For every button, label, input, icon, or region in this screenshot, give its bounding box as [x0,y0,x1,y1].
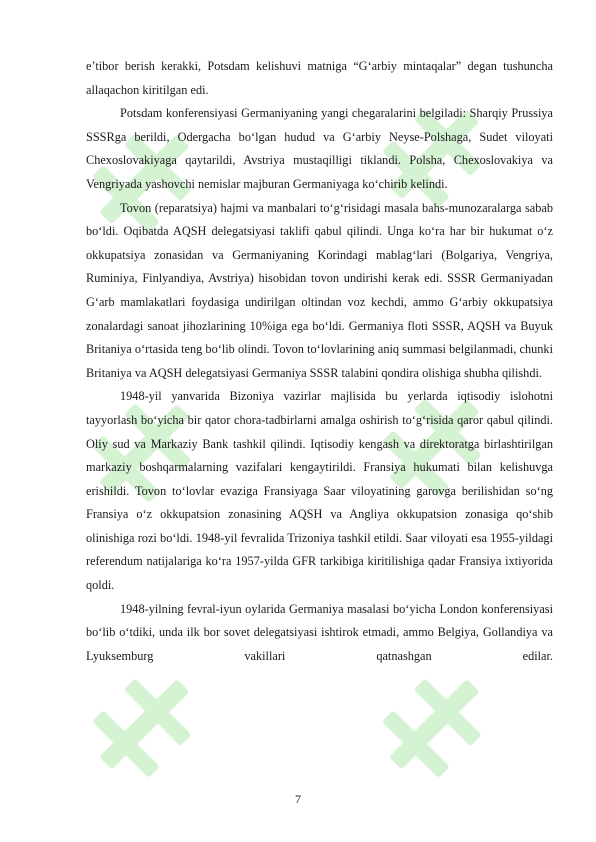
page-number: 7 [295,792,301,806]
paragraph: 1948-yil yanvarida Bizoniya vazirlar majlisida bu yerlarda iqtisodiy islohotni tayyorlash bo‘yicha bir qator chora-tadbirlarni amalga oshirish to‘g‘risida qaror qabul qilindi. Oliy sud va Markaziy Bank tashkil qilindi. Iqtisodiy kengash va direktoratga birlashtirilgan markaziy boshqarmalarning vazifalari kengaytirildi. Fransiya hukumati bilan kelishuvga erishildi. Tovon to‘lovlar evaziga Fransiyaga Saar viloyatining garovga berilishidan so‘ng Fransiya o‘z okkupatsion zonasining AQSH va Angliya okkupatsion zonasiga qo‘shib olinishiga rozi bo‘ldi. 1948-yil fevralida Trizoniya tashkil etildi. Saar viloyati esa 1955-yildagi referendum natijalariga ko‘ra 1957-yilda GFR tarkibiga kiritilishiga qadar Fransiya ixtiyorida qoldi. [86,389,553,593]
paragraph: 1948-yilning fevral-iyun oylarida Germaniya masalasi bo‘yicha London konferensiyasi bo‘lib o‘tdiki, unda ilk bor sovet delegatsiyasi ishtirok etmadi, ammo Belgiya, Gollandiya va Lyuksemburg vakillari qatnashgan edilar. [86,601,553,663]
paragraph: Potsdam konferensiyasi Germaniyaning yangi chegaralarini belgiladi: Sharqiy Prussiya SSSRga berildi, Odergacha bo‘lgan hudud va G‘arbiy Neyse-Polshaga, Sudet viloyati Chexoslovakiyaga qaytarildi, Avstriya mustaqilligi tiklandi. Polsha, Chexoslovakiya va Vengriyada yashovchi nemislar majburan Germaniyaga ko‘chirib kelindi. [86,106,553,191]
paragraph: Tovon (reparatsiya) hajmi va manbalari to‘g‘risidagi masala bahs-munozaralarga sabab bo‘ldi. Oqibatda AQSH delegatsiyasi taklifi qabul qilindi. Unga ko‘ra har bir hukumat o‘z okkupatsiya zonasidan va Germaniyaning Korindagi mablag‘lari (Bolgariya, Vengriya, Ruminiya, Finlyandiya, Avstriya) hisobidan tovon undirishi kerak edi. SSSR Germaniyadan G‘arb mamlakatlari foydasiga undirilgan oltindan voz kechdi, ammo G‘arbiy okkupatsiya zonalardagi sanoat jihozlarining 10%iga ega bo‘ldi. Germaniya floti SSSR, AQSH va Buyuk Britaniya o‘rtasida teng bo‘lib olindi. Tovon to‘lovlarining aniq summasi belgilanmadi, chunki Britaniya va AQSH delegatsiyasi Germaniya SSSR talabini qondira olishiga shubha qilishdi. [86,200,553,380]
watermark-icon [360,665,510,785]
document-body [86,55,553,668]
paragraph: e’tibor berish kerakki, Potsdam kelishuvi matniga “G‘arbiy mintaqalar” degan tushuncha allaqachon kiritilgan edi. [86,59,553,97]
watermark-icon [70,665,220,785]
